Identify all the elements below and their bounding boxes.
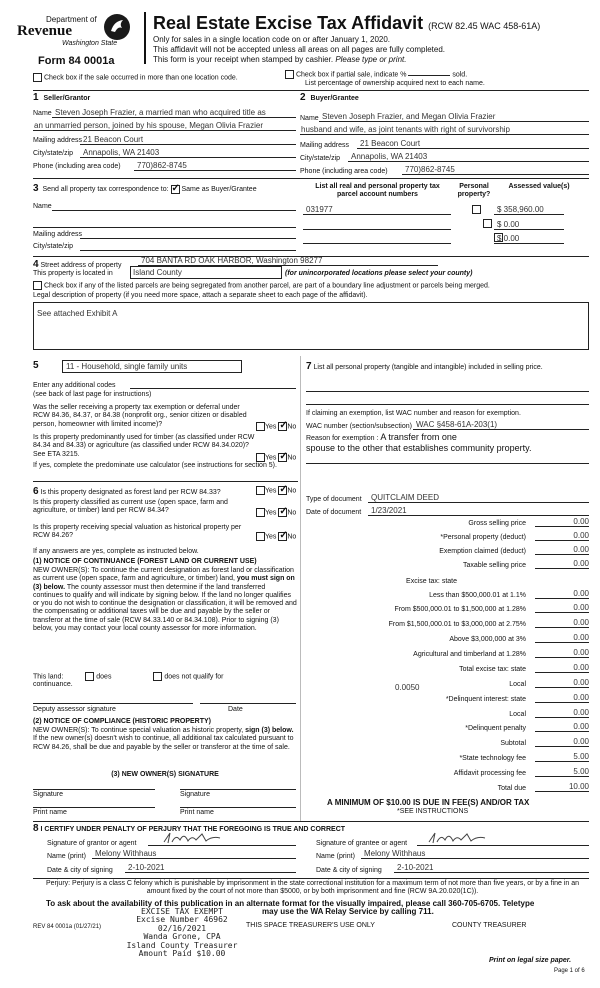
exemption-label: If claiming an exemption, list WAC number and reason for exemption. xyxy=(306,410,521,417)
tax-row-value[interactable]: 0.00 xyxy=(535,559,589,569)
segregated-check[interactable]: Check box if any of the listed parcels are being segregated from another parcel, are part of a boundary line adjustment or parcels being merged. xyxy=(33,281,490,291)
wac-field[interactable]: WAC §458-61A-203(1) xyxy=(413,417,589,430)
treasurer-stamp xyxy=(122,908,242,958)
timber-yes-no: Yes ✓ No xyxy=(256,453,296,463)
grantor-signature-field[interactable] xyxy=(148,832,296,846)
page-number: Page 1 of 6 xyxy=(554,968,585,974)
new-owner-signature-2[interactable]: Signature xyxy=(180,791,210,798)
grantee-signature-field[interactable] xyxy=(417,832,589,846)
personal-property-checkbox-1[interactable] xyxy=(472,205,481,214)
forest-land-question: 6 Is this property designated as forest land per RCW 84.33? xyxy=(33,486,221,497)
deputy-signature-label: Deputy assessor signature xyxy=(33,706,116,713)
historical-yes-no: Yes ✓ No xyxy=(256,532,296,542)
buyer-name-field-2[interactable]: husband and wife, as joint tenants with right of survivorship xyxy=(300,121,589,135)
does-checkbox[interactable] xyxy=(85,672,94,681)
section6-instruction: If any answers are yes, complete as instructed below. xyxy=(33,548,199,555)
tax-row-label: From $1,500,000.01 to $3,000,000 at 2.75% xyxy=(388,621,526,628)
correspondence-heading: 3 Send all property tax correspondence to: ✓ Same as Buyer/Grantee xyxy=(33,183,257,195)
segregated-checkbox[interactable] xyxy=(33,281,42,290)
exemption-question: Was the seller receiving a property tax exemption or deferral under RCW 84.36, 84.37, or 84.38 (nonprofit org., senior citizen or disabled person, homeowner with limited income)? xyxy=(33,404,247,428)
tax-row-label: *Delinquent penalty xyxy=(465,725,526,732)
tax-row-value[interactable]: 0.00 xyxy=(535,663,589,673)
stamp-line-6: Amount Paid $10.00 xyxy=(138,948,226,958)
buyer-name-field-1[interactable]: Steven Joseph Frazier, and Megan Olivia Frazier xyxy=(319,108,589,122)
located-note: (for unincorporated locations please select your county) xyxy=(285,270,473,277)
grantee-date-field[interactable]: 2-10-2021 xyxy=(394,860,589,873)
deputy-date-label: Date xyxy=(228,706,243,713)
buyer-mailing-label: Mailing address xyxy=(300,142,350,149)
buyer-heading: 2 Buyer/Grantee xyxy=(300,92,359,103)
treasurer-use-only: THIS SPACE TREASURER'S USE ONLY xyxy=(246,922,375,929)
timber-note: If yes, complete the predominate use calculator (see instructions for section 5). xyxy=(33,462,277,469)
tax-row-label: Subtotal xyxy=(500,740,526,747)
seller-name-field-2[interactable]: an unmarried person, joined by his spouse, Megan Olivia Frazier xyxy=(33,117,296,131)
legal-description-label: Legal description of property (if you need more space, attach a separate sheet to each page of the affidavit). xyxy=(33,292,368,299)
tax-row-value[interactable]: 0.00 xyxy=(535,722,589,732)
grantee-signature-label: Signature of grantee or agent xyxy=(316,840,408,847)
doc-type-label: Type of document xyxy=(306,496,362,503)
personal-property-col-header: Personal property? xyxy=(457,183,491,199)
corr-mailing-label: Mailing address xyxy=(33,231,83,238)
historical-no-checkbox[interactable] xyxy=(278,532,287,541)
county-select[interactable]: Island County xyxy=(130,266,282,279)
tax-row-label: Less than $500,000.01 at 1.1% xyxy=(429,592,526,599)
seller-mailing-label: Mailing address xyxy=(33,137,83,144)
forest-yes-no: Yes ✓ No xyxy=(256,486,296,496)
located-label: This property is located in xyxy=(33,270,113,277)
perjury-notice: Perjury: Perjury is a class C felony which is punishable by imprisonment in the state correctional institution for a maximum term of not more than five years, or by a fine in an amount fixed by the court of not more than $5000, or by both imprisonment and fine (RCW 9A.20.020(1C)). xyxy=(45,880,579,896)
corr-name-label: Name xyxy=(33,203,52,210)
historical-question: Is this property receiving special valuation as historical property per RCW 84.26? xyxy=(33,524,242,540)
seller-city-label: City/state/zip xyxy=(33,150,74,157)
notice2-title: (2) NOTICE OF COMPLIANCE (HISTORIC PROPERTY) xyxy=(33,718,211,725)
legal-description-box[interactable] xyxy=(33,302,589,350)
corr-city-field[interactable] xyxy=(80,237,296,251)
personal-property-checkbox-2[interactable] xyxy=(483,219,492,228)
exemption-no-checkbox[interactable] xyxy=(278,422,287,431)
seller-heading: 1 Seller/Grantor xyxy=(33,92,91,103)
notice2-body: NEW OWNER(S): To continue special valuation as historic property, sign (3) below. If the new owner(s) doesn't wish to continue, all additional tax calculated pursuant to RCW 84.26, shall be due and payable by the seller or transferor at the time of sale. xyxy=(33,727,294,751)
wac-label: WAC number (section/subsection) xyxy=(306,423,412,430)
reason-row: Reason for exemption : A transfer from one xyxy=(306,432,457,442)
use-code-select[interactable]: 11 - Household, single family units xyxy=(62,360,242,373)
dept-line2: Revenue xyxy=(17,23,72,39)
street-address-field[interactable]: 704 BANTA RD OAK HARBOR, Washington 98277 xyxy=(138,253,438,266)
new-owner-print-name-1[interactable]: Print name xyxy=(33,809,67,816)
county-treasurer-label: COUNTY TREASURER xyxy=(452,922,527,929)
personal-property-list-label: 7 List all personal property (tangible and intangible) included in selling price. xyxy=(306,361,543,372)
header-line3: This form is your receipt when stamped by cashier. Please type or print. xyxy=(153,55,407,64)
seller-name-field-1[interactable]: Steven Joseph Frazier, a married man who acquired title as xyxy=(52,104,296,118)
timber-no-checkbox[interactable] xyxy=(278,453,287,462)
legal-paper-note: Print on legal size paper. xyxy=(489,957,572,964)
personal-property-line-1[interactable] xyxy=(306,380,589,392)
notice1-title: (1) NOTICE OF CONTINUANCE (FOREST LAND OR CURRENT USE) xyxy=(33,558,257,565)
stamp-line-3: 02/16/2021 xyxy=(157,923,207,933)
buyer-city-label: City/state/zip xyxy=(300,155,341,162)
current-use-no-checkbox[interactable] xyxy=(278,508,287,517)
tax-row-label: *Delinquent interest: state xyxy=(445,696,526,703)
tax-row-label: Agricultural and timberland at 1.28% xyxy=(413,651,526,658)
dept-line1: Department of xyxy=(46,15,97,24)
legal-description-value: See attached Exhibit A xyxy=(37,309,118,318)
timber-question: Is this property predominantly used for timber (as classified under RCW 84.34 and 84.33) or agriculture (as classified under RCW 84.34.020)? See ETA 3215. xyxy=(33,434,255,458)
grantor-name-label: Name (print) xyxy=(47,853,86,860)
tax-row-value[interactable]: 0.00 xyxy=(535,633,589,643)
partial-sale-checkbox[interactable] xyxy=(285,70,294,79)
tax-row-value[interactable]: 0.00 xyxy=(535,545,589,555)
section5-num: 5 xyxy=(33,360,39,371)
tax-row-label: Exemption claimed (deduct) xyxy=(439,548,526,555)
doc-date-field[interactable]: 1/23/2021 xyxy=(368,503,589,516)
tax-row-value[interactable]: 5.00 xyxy=(535,752,589,762)
doc-type-field[interactable]: QUITCLAIM DEED xyxy=(368,490,589,503)
notice1-body: NEW OWNER(S): To continue the current designation as forest land or classification as current use (open space, farm and agriculture, or timber) land, you must sign on (3) below. The county assessor must then determine if the land transferred continues to qualify and will indicate by signing below. If the land no longer qualifies or you do not wish to continue the designation or classification, it will be removed and the compensating or additional taxes will be due and payable by the seller or transferor at the time of sale (RCW 84.33.140 or 84.34.108). Prior to signing (3) below, you may contact your local county assessor for more information. xyxy=(33,567,297,632)
dept-line3: Washington State xyxy=(62,40,118,47)
tax-row-label: From $500,000.01 to $1,500,000 at 1.28% xyxy=(394,606,526,613)
tax-row-label: Gross selling price xyxy=(468,520,526,527)
tax-row-label: Excise tax: state xyxy=(406,578,457,585)
stamp-line-5: Island County Treasurer xyxy=(126,940,238,950)
stamp-line-4: Wanda Grone, CPA xyxy=(143,932,221,942)
assessed-value-row-3[interactable]: $ 0.00 xyxy=(494,231,564,244)
exemption-yes-checkbox[interactable] xyxy=(256,422,265,431)
tax-row-value[interactable]: 0.00 xyxy=(535,708,589,718)
buyer-city-field[interactable]: Annapolis, WA 21403 xyxy=(348,148,589,162)
corr-name-field[interactable] xyxy=(52,197,296,211)
tax-row-value[interactable]: 0.00 xyxy=(535,648,589,658)
buyer-mailing-field[interactable]: 21 Beacon Court xyxy=(357,135,589,149)
seller-phone-label: Phone (including area code) xyxy=(33,163,121,170)
assessed-value-col-header: Assessed value(s) xyxy=(508,183,570,190)
new-owner-signature-heading: (3) NEW OWNER(S) SIGNATURE xyxy=(111,771,219,778)
grantee-name-label: Name (print) xyxy=(316,853,355,860)
additional-codes-field[interactable] xyxy=(130,376,296,389)
parcel-row-1[interactable]: 031977 xyxy=(303,202,451,215)
grantee-signature-image xyxy=(427,830,487,846)
additional-codes-note: (see back of last page for instructions) xyxy=(33,391,152,398)
dor-logo xyxy=(6,6,132,56)
multi-location-check[interactable]: Check box if the sale occurred in more than one location code. xyxy=(33,73,238,83)
local-rate: 0.0050 xyxy=(395,683,420,692)
header-line2: This affidavit will not be accepted unless all areas on all pages are fully completed. xyxy=(153,45,446,54)
seller-name-label: Name xyxy=(33,110,52,117)
current-use-yes-no: Yes ✓ No xyxy=(256,508,296,518)
buyer-phone-label: Phone (including area code) xyxy=(300,168,388,175)
rev-number: REV 84 0001a (01/27/21) xyxy=(33,924,102,930)
assessed-value-row-1[interactable]: $ 358,960.00 xyxy=(494,202,564,215)
seller-phone-field[interactable]: 770)862-8745 xyxy=(134,157,296,171)
tax-row-label: Taxable selling price xyxy=(462,562,526,569)
tax-row-label: *Personal property (deduct) xyxy=(440,534,526,541)
tax-row-label: Above $3,000,000 at 3% xyxy=(449,636,526,643)
exemption-yes-no: Yes ✓ No xyxy=(256,422,296,432)
tax-row-label: Total due xyxy=(497,785,526,792)
stamp-line-1: EXCISE TAX EXEMPT xyxy=(141,907,223,916)
tax-row-label: Total excise tax: state xyxy=(459,666,526,673)
tax-row-label: *State technology fee xyxy=(459,755,526,762)
partial-sale-check[interactable]: Check box if partial sale, indicate % sold. xyxy=(285,70,467,80)
partial-sale-note: List percentage of ownership acquired next to each name. xyxy=(305,80,485,87)
tax-row-label: Local xyxy=(509,681,526,688)
tax-row-value[interactable]: 0.00 xyxy=(535,678,589,688)
reason-line-2: spouse to the other that establishes community property. xyxy=(306,443,532,453)
tax-row-label: Local xyxy=(509,711,526,718)
tax-row-value[interactable]: 5.00 xyxy=(535,767,589,777)
grantee-date-label: Date & city of signing xyxy=(316,867,382,874)
this-land-row: This land: does does not qualify for xyxy=(33,673,224,681)
grantor-date-field[interactable]: 2-10-2021 xyxy=(125,860,296,873)
personal-property-line-2[interactable] xyxy=(306,393,589,405)
parcel-row-3[interactable] xyxy=(303,231,451,244)
forest-yes-checkbox[interactable] xyxy=(256,486,265,495)
seller-city-field[interactable]: Annapolis, WA 21403 xyxy=(80,144,296,158)
tax-row-value[interactable]: 0.00 xyxy=(535,517,589,527)
stamp-line-2: Excise Number 46962 xyxy=(136,915,228,925)
current-use-question: Is this property classified as current use (open space, farm and agriculture, or timber) land per RCW 84.34? xyxy=(33,499,228,515)
grantor-signature-image xyxy=(162,830,222,846)
buyer-phone-field[interactable]: 770)862-8745 xyxy=(402,161,589,175)
multi-location-checkbox[interactable] xyxy=(33,73,42,82)
grantor-date-label: Date & city of signing xyxy=(47,867,113,874)
additional-codes-label: Enter any additional codes xyxy=(33,382,116,389)
tax-row-value[interactable]: 0.00 xyxy=(535,737,589,747)
header-divider xyxy=(144,12,146,64)
tax-row-value[interactable]: 0.00 xyxy=(535,603,589,613)
street-address-label: 4 Street address of property xyxy=(33,259,122,270)
tax-row-label: Affidavit processing fee xyxy=(453,770,526,777)
see-instructions: *SEE INSTRUCTIONS xyxy=(397,808,469,815)
historical-yes-checkbox[interactable] xyxy=(256,532,265,541)
does-not-checkbox[interactable] xyxy=(153,672,162,681)
buyer-name-label: Name xyxy=(300,115,319,122)
parcel-row-2[interactable] xyxy=(303,217,451,230)
minimum-note: A MINIMUM OF $10.00 IS DUE IN FEE(S) AND/OR TAX xyxy=(327,798,530,807)
same-as-buyer-checkbox[interactable] xyxy=(171,185,180,194)
continuance-label: continuance. xyxy=(33,681,73,688)
parcel-col-header: List all real and personal property tax parcel account numbers xyxy=(315,183,440,199)
grantor-signature-label: Signature of grantor or agent xyxy=(47,840,137,847)
form-number: Form 84 0001a xyxy=(38,55,115,67)
new-owner-print-name-2[interactable]: Print name xyxy=(180,809,214,816)
tax-row-value[interactable]: 0.00 xyxy=(535,589,589,599)
timber-yes-checkbox[interactable] xyxy=(256,453,265,462)
alternate-format-line2: may use the WA Relay Service by calling 711. xyxy=(262,907,434,916)
grantor-name-field[interactable]: Melony Withhaus xyxy=(92,846,296,859)
tax-row-value[interactable]: 0.00 xyxy=(535,618,589,628)
tax-row-value[interactable]: 10.00 xyxy=(535,782,589,792)
current-use-yes-checkbox[interactable] xyxy=(256,508,265,517)
doc-date-label: Date of document xyxy=(306,509,362,516)
header-line1: Only for sales in a single location code on or after January 1, 2020. xyxy=(153,35,391,44)
assessed-value-row-2[interactable]: $ 0.00 xyxy=(494,217,564,230)
wa-logo-icon xyxy=(102,12,132,42)
tax-row-value[interactable]: 0.00 xyxy=(535,693,589,703)
reason-line-3[interactable] xyxy=(306,452,589,464)
new-owner-signature-1[interactable]: Signature xyxy=(33,791,63,798)
seller-mailing-field[interactable]: 21 Beacon Court xyxy=(80,131,296,145)
certify-heading: 8 I CERTIFY UNDER PENALTY OF PERJURY THAT THE FOREGOING IS TRUE AND CORRECT xyxy=(33,823,346,834)
forest-no-checkbox[interactable] xyxy=(278,486,287,495)
corr-city-label: City/state/zip xyxy=(33,243,74,250)
alternate-format-line1: To ask about the availability of this publication in an alternate format for the visually impaired, please call 360-705-6705. Teletype xyxy=(46,899,535,908)
grantee-name-field[interactable]: Melony Withhaus xyxy=(361,846,589,859)
tax-row-value[interactable]: 0.00 xyxy=(535,531,589,541)
page-title: Real Estate Excise Tax Affidavit (RCW 82.45 WAC 458-61A) xyxy=(153,13,541,33)
